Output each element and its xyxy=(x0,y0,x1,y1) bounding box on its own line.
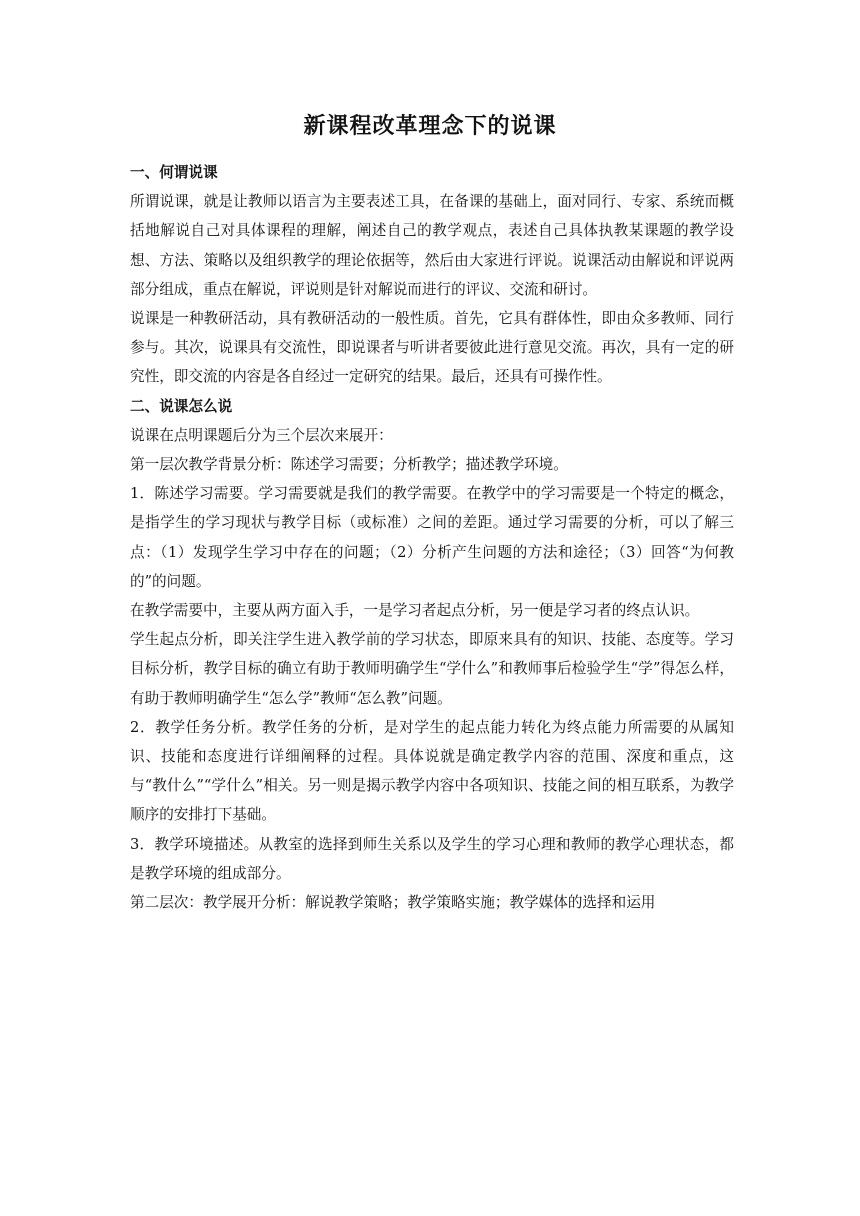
paragraph-task-analysis: 2．教学任务分析。教学任务的分析，是对学生的起点能力转化为终点能力所需要的从属知识、技能和态度进行详细阐释的过程。具体说就是确定教学内容的范围、深度和重点，这与“教什么”“学什么”相关。另一则是揭示教学内容中各项知识、技能之间的相互联系，为教学顺序的安排打下基础。 xyxy=(130,718,734,824)
document-body xyxy=(130,158,734,917)
section-heading-what-is: 一、何谓说课 xyxy=(130,164,218,181)
section-heading-how-to: 二、说课怎么说 xyxy=(130,397,233,415)
paragraph-teaching-needs: 在教学需要中，主要从两方面入手，一是学习者起点分析，另一便是学习者的终点认识。 xyxy=(130,602,700,620)
paragraph-level-two: 第二层次：教学展开分析：解说教学策略；教学策略实施；教学媒体的选择和运用 xyxy=(130,894,656,912)
paragraph-learning-needs: 1．陈述学习需要。学习需要就是我们的教学需要。在教学中的学习需要是一个特定的概念，是指学生的学习现状与教学目标（或标准）之间的差距。通过学习需要的分析，可以了解三点：（1）发现学生学习中存在的问题；（2）分析产生问题的方法和途径；（3）回答“为何教的”的问题。 xyxy=(130,485,734,590)
document-title: 新课程改革理念下的说课 xyxy=(303,113,557,139)
paragraph-level-one: 第一层次教学背景分析：陈述学习需要；分析教学；描述教学环境。 xyxy=(130,456,568,474)
paragraph-nature: 说课是一种教研活动，具有教研活动的一般性质。首先，它具有群体性，即由众多教师、同行参与。其次，说课具有交流性，即说课者与听讲者要彼此进行意见交流。再次，具有一定的研究性，即交流的内容是各自经过一定研究的结果。最后，还具有可操作性。 xyxy=(130,310,734,386)
paragraph-definition: 所谓说课，就是让教师以语言为主要表述工具，在备课的基础上，面对同行、专家、系统而概括地解说自己对具体课程的理解，阐述自己的教学观点，表述自己具体执教某课题的教学设想、方法、策略以及组织教学的理论依据等，然后由大家进行评说。说课活动由解说和评说两部分组成，重点在解说，评说则是针对解说而进行的评议、交流和研讨。 xyxy=(130,193,734,298)
paragraph-environment: 3．教学环境描述。从教室的选择到师生关系以及学生的学习心理和教师的教学心理状态，都是教学环境的组成部分。 xyxy=(130,835,734,882)
paragraph-three-levels: 说课在点明课题后分为三个层次来展开： xyxy=(130,426,393,444)
paragraph-starting-point: 学生起点分析，即关注学生进入教学前的学习状态，即原来具有的知识、技能、态度等。学习目标分析，教学目标的确立有助于教师明确学生“学什么”和教师事后检验学生“学”得怎么样，有助于教师明确学生“怎么学”教师“怎么教”问题。 xyxy=(130,631,734,707)
